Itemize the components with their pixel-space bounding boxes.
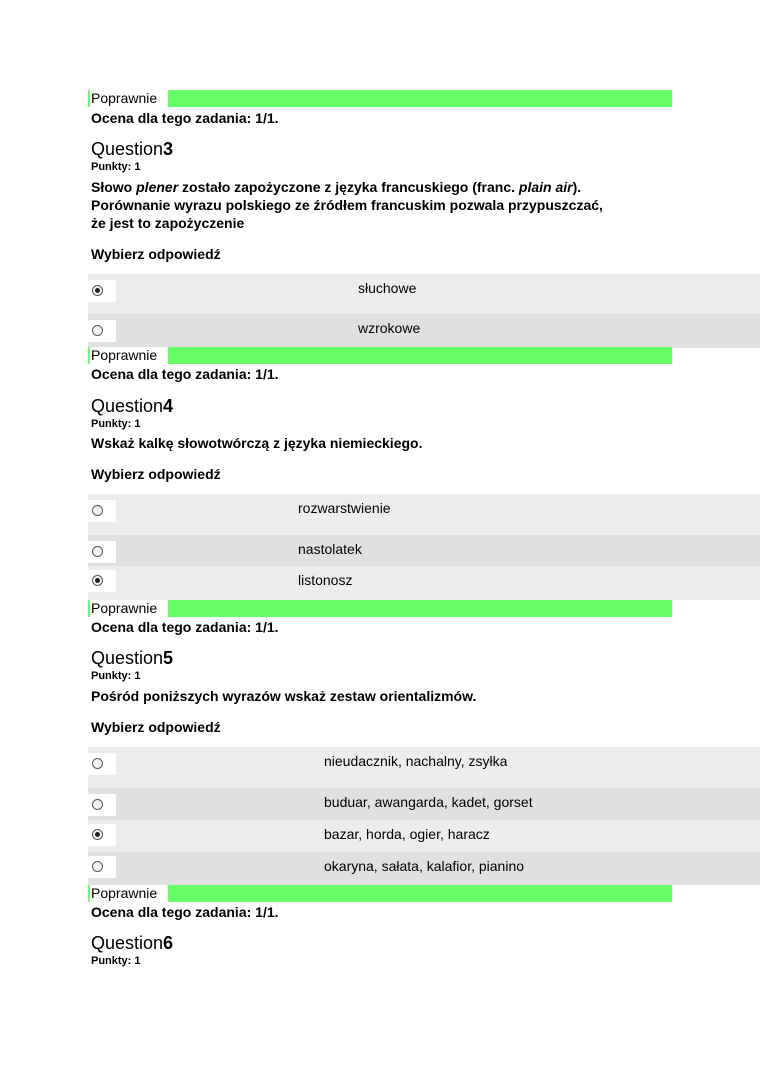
question-text-5: Pośród poniższych wyrazów wskaż zestaw orientalizmów.: [91, 688, 477, 704]
option-label: rozwarstwienie: [298, 500, 391, 516]
radio-cell: [88, 856, 116, 878]
option-label: słuchowe: [358, 280, 417, 296]
question-number: 3: [163, 139, 174, 159]
question-text-line: że jest to zapożyczenie: [91, 215, 245, 231]
option-label: bazar, horda, ogier, haracz: [324, 826, 490, 842]
grade-text-q5: Ocena dla tego zadania: 1/1.: [91, 904, 279, 920]
feedback-edge: [88, 600, 90, 617]
radio-cell: [88, 500, 116, 522]
text-italic: plain air: [518, 179, 573, 195]
radio-button[interactable]: [92, 325, 103, 336]
feedback-edge: [88, 347, 90, 364]
radio-button[interactable]: [92, 505, 103, 516]
feedback-bar-q2: [88, 90, 672, 107]
option-label: okaryna, sałata, kalafior, pianino: [324, 858, 525, 874]
feedback-bar-q5: [88, 885, 672, 902]
question-points-4: Punkty: 1: [91, 418, 141, 430]
option-label: buduar, awangarda, kadet, gorset: [324, 794, 533, 810]
grade-text-q2: Ocena dla tego zadania: 1/1.: [91, 110, 279, 126]
radio-button-checked[interactable]: [92, 285, 103, 296]
option-label: wzrokowe: [358, 320, 421, 336]
feedback-fill: [168, 600, 672, 617]
question-number: 4: [163, 396, 174, 416]
feedback-edge: [88, 90, 90, 107]
radio-cell: [88, 541, 116, 563]
question-title-6: [91, 933, 173, 954]
option-row[interactable]: [88, 566, 760, 600]
feedback-bar-q4: [88, 600, 672, 617]
option-row[interactable]: [88, 852, 760, 885]
feedback-label: Poprawnie: [91, 885, 158, 901]
option-row[interactable]: [88, 314, 760, 348]
radio-button[interactable]: [92, 546, 103, 557]
question-text-line: [91, 178, 691, 196]
feedback-fill: [168, 885, 672, 902]
option-row[interactable]: [88, 747, 760, 788]
choose-answer-label-3: Wybierz odpowiedź: [91, 246, 221, 262]
question-title-prefix: Question: [91, 139, 164, 159]
text-italic: plener: [136, 179, 179, 195]
text-segment: Słowo: [91, 179, 137, 195]
option-label: listonosz: [298, 572, 353, 588]
option-row[interactable]: [88, 788, 760, 820]
radio-button-checked[interactable]: [92, 829, 103, 840]
question-title-3: [91, 139, 173, 160]
question-title-prefix: Question: [91, 396, 164, 416]
feedback-edge: [88, 885, 90, 902]
radio-cell: [88, 280, 116, 302]
question-title-prefix: Question: [91, 648, 164, 668]
question-points-5: Punkty: 1: [91, 670, 141, 682]
feedback-fill: [168, 347, 672, 364]
grade-text-q4: Ocena dla tego zadania: 1/1.: [91, 619, 279, 635]
feedback-label: Poprawnie: [91, 600, 158, 616]
question-text-4: Wskaż kalkę słowotwórczą z języka niemieckiego.: [91, 435, 423, 451]
feedback-bar-q3: [88, 347, 672, 364]
choose-answer-label-5: Wybierz odpowiedź: [91, 719, 221, 735]
text-segment: ).: [572, 179, 582, 195]
question-text-line: Porównanie wyrazu polskiego ze źródłem francuskim pozwala przypuszczać,: [91, 197, 603, 213]
radio-button[interactable]: [92, 861, 103, 872]
choose-answer-label-4: Wybierz odpowiedź: [91, 466, 221, 482]
option-row[interactable]: [88, 535, 760, 566]
radio-cell: [88, 794, 116, 816]
feedback-fill: [168, 90, 672, 107]
radio-button[interactable]: [92, 799, 103, 810]
question-title-5: [91, 648, 173, 669]
feedback-label: Poprawnie: [91, 90, 158, 106]
option-row[interactable]: [88, 494, 760, 535]
feedback-label: Poprawnie: [91, 347, 158, 363]
text-segment: zostało zapożyczone z języka francuskiego (franc.: [178, 179, 519, 195]
question-number: 5: [163, 648, 174, 668]
option-row[interactable]: [88, 820, 760, 852]
question-points-3: Punkty: 1: [91, 161, 141, 173]
question-points-6: Punkty: 1: [91, 955, 141, 967]
question-title-prefix: Question: [91, 933, 164, 953]
question-title-4: [91, 396, 173, 417]
radio-cell: [88, 320, 116, 342]
radio-button[interactable]: [92, 758, 103, 769]
question-text-3: [91, 178, 691, 232]
radio-button-checked[interactable]: [92, 575, 103, 586]
question-number: 6: [163, 933, 174, 953]
radio-cell: [88, 753, 116, 775]
grade-text-q3: Ocena dla tego zadania: 1/1.: [91, 366, 279, 382]
option-row[interactable]: [88, 274, 760, 314]
radio-cell: [88, 570, 116, 592]
option-label: nastolatek: [298, 541, 362, 557]
radio-cell: [88, 824, 116, 846]
option-label: nieudacznik, nachalny, zsyłka: [324, 753, 508, 769]
